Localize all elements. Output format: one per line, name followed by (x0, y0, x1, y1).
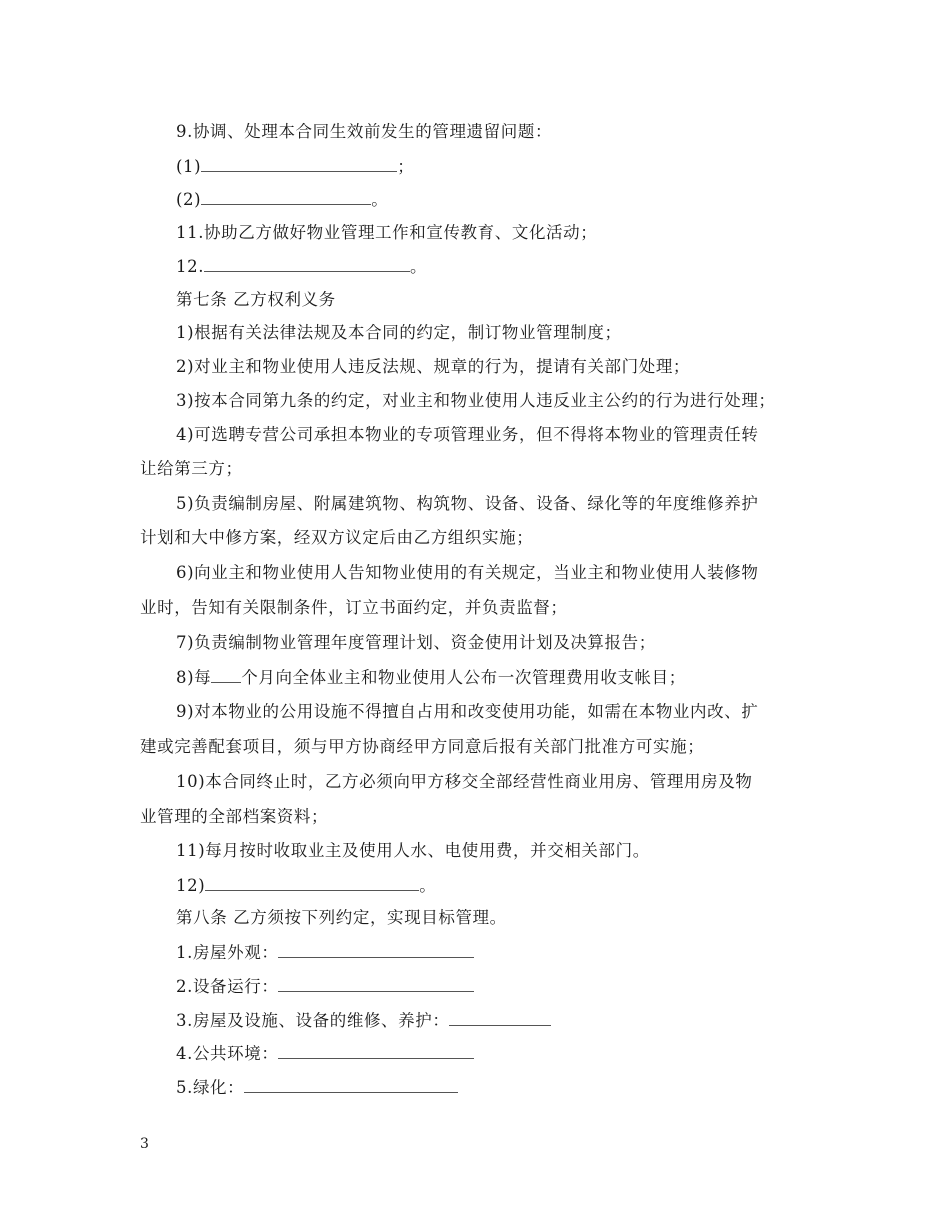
text-line (176, 976, 474, 997)
fill-blank (204, 256, 410, 272)
text-line: 业管理的全部档案资料； (140, 807, 329, 826)
text-line: 2)对业主和物业使用人违反法规、规章的行为，提请有关部门处理； (176, 357, 691, 376)
text-line: 3)按本合同第九条的约定，对业主和物业使用人违反业主公约的行为进行处理； (176, 391, 776, 410)
text-line (176, 1043, 474, 1064)
fill-blank (278, 942, 474, 958)
fill-blank (278, 976, 474, 992)
item-label: 3.房屋及设施、设备的维修、养护： (176, 1011, 450, 1030)
section-heading: 第八条 乙方须按下列约定，实现目标管理。 (176, 908, 507, 927)
text-line (176, 667, 686, 688)
text-line: 9.协调、处理本合同生效前发生的管理遗留问题： (176, 122, 553, 141)
section-heading: 第七条 乙方权利义务 (176, 290, 336, 309)
text-line: 4)可选聘专营公司承担本物业的专项管理业务，但不得将本物业的管理责任转 (176, 425, 759, 444)
text-line (176, 942, 474, 963)
fill-blank (211, 667, 241, 683)
item-suffix: ； (397, 157, 415, 176)
text-line (176, 1010, 551, 1031)
text-line (176, 875, 436, 896)
text-line: 业时，告知有关限制条件，订立书面约定，并负责监督； (140, 598, 568, 617)
fill-blank (205, 875, 419, 891)
text-line: 11.协助乙方做好物业管理工作和宣传教育、文化活动； (176, 223, 598, 242)
text-line: 6)向业主和物业使用人告知物业使用的有关规定，当业主和物业使用人装修物 (176, 563, 759, 582)
text-line (176, 156, 414, 177)
page-number: 3 (140, 1136, 149, 1152)
text-line: 10)本合同终止时，乙方必须向甲方移交全部经营性商业用房、管理用房及物 (176, 772, 753, 791)
item-label: (2) (176, 190, 202, 209)
fill-blank (278, 1043, 474, 1059)
item-label: 12. (176, 257, 205, 276)
item-suffix: 个月向全体业主和物业使用人公布一次管理费用收支帐目； (241, 668, 686, 687)
item-label: 8)每 (176, 668, 212, 687)
text-line: 5)负责编制房屋、附属建筑物、构筑物、设备、设备、绿化等的年度维修养护 (176, 494, 759, 513)
item-suffix: 。 (410, 257, 428, 276)
item-label: 12) (176, 876, 206, 895)
text-line: 让给第三方； (140, 459, 243, 478)
fill-blank (201, 156, 397, 172)
text-line (176, 189, 388, 210)
text-line (176, 1077, 458, 1098)
item-label: 1.房屋外观： (176, 943, 279, 962)
item-suffix: 。 (371, 190, 389, 209)
item-label: 5.绿化： (176, 1078, 245, 1097)
text-line: 1)根据有关法律法规及本合同的约定，制订物业管理制度； (176, 323, 622, 342)
fill-blank (244, 1077, 458, 1093)
item-suffix: 。 (419, 876, 437, 895)
text-line: 9)对本物业的公用设施不得擅自占用和改变使用功能，如需在本物业内改、扩 (176, 702, 759, 721)
fill-blank (201, 189, 371, 205)
fill-blank (449, 1010, 551, 1026)
text-line (176, 256, 427, 277)
item-label: 2.设备运行： (176, 977, 279, 996)
text-line: 7)负责编制物业管理年度管理计划、资金使用计划及决算报告； (176, 633, 656, 652)
text-line: 11)每月按时收取业主及使用人水、电使用费，并交相关部门。 (176, 841, 650, 860)
text-line: 建或完善配套项目，须与甲方协商经甲方同意后报有关部门批准方可实施； (140, 737, 705, 756)
item-label: 4.公共环境： (176, 1044, 279, 1063)
item-label: (1) (176, 157, 202, 176)
text-line: 计划和大中修方案，经双方议定后由乙方组织实施； (140, 528, 534, 547)
